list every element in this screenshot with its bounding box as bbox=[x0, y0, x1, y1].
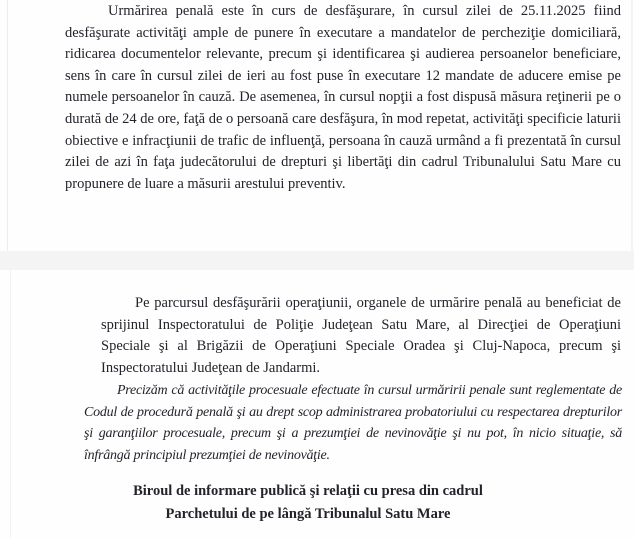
scan-edge-line-right bbox=[631, 0, 633, 251]
paragraph-presumption-of-innocence: Precizăm că activităţile procesuale efectuate în cursul urmăririi penale sunt reglementate de Codul de procedură penală şi au drept scop administrarea probatoriului cu respectarea drepturilor şi garanţiilor procesuale, precum şi a prezumţiei de nevinovăţie şi nu pot, în nicio situaţie, să înfrângă principiul prezumţiei de nevinovăţie. bbox=[84, 382, 622, 464]
scan-edge-line-left-top bbox=[7, 0, 8, 251]
signature-line-1: Biroul de informare publică şi relaţii cu presa din cadrul bbox=[133, 483, 483, 499]
paragraph-criminal-investigation: Urmărirea penală este în curs de desfăşurare, în cursul zilei de 25.11.2025 fiind desfăşurate activităţi ample de punere în executare a mandatelor de percheziţie domiciliară, ridicarea documentelor relevante, precum şi identificarea şi audierea persoanelor beneficiare, sens în care în cursul zilei de ieri au fost puse în executare 12 mandate de aducere emise pe numele persoanelor în cauză. De asemenea, în cursul nopţii a fost dispusă măsura reţinerii pe o durată de 24 de ore, faţă de o persoană care desfăşura, în mod repetat, activităţi specificie laturii obiective e infracţiunii de trafic de influenţă, persoana în cauză urmând a fi prezentată în cursul zilei de azi în faţa judecătorului de drepturi şi libertăţi din cadrul Tribunalului Satu Mare cu propunere de luare a măsurii arestului preventiv. bbox=[65, 3, 621, 192]
page-separator-band bbox=[0, 251, 634, 270]
document-section-bottom bbox=[0, 293, 634, 526]
press-office-signature bbox=[0, 480, 634, 526]
document-section-top bbox=[65, 1, 621, 195]
paragraph-institutional-support: Pe parcursul desfăşurării operaţiunii, organele de urmărire penală au beneficiat de sprijinul Inspectoratului de Poliţie Judeţean Satu Mare, al Direcţiei de Operaţiuni Speciale şi al Brigăzii de Operaţiuni Speciale Oradea şi Cluj-Napoca, precum şi Inspectoratului Judeţean de Jandarmi. bbox=[101, 295, 621, 377]
signature-line-2: Parchetului de pe lângă Tribunalul Satu Mare bbox=[165, 506, 451, 522]
